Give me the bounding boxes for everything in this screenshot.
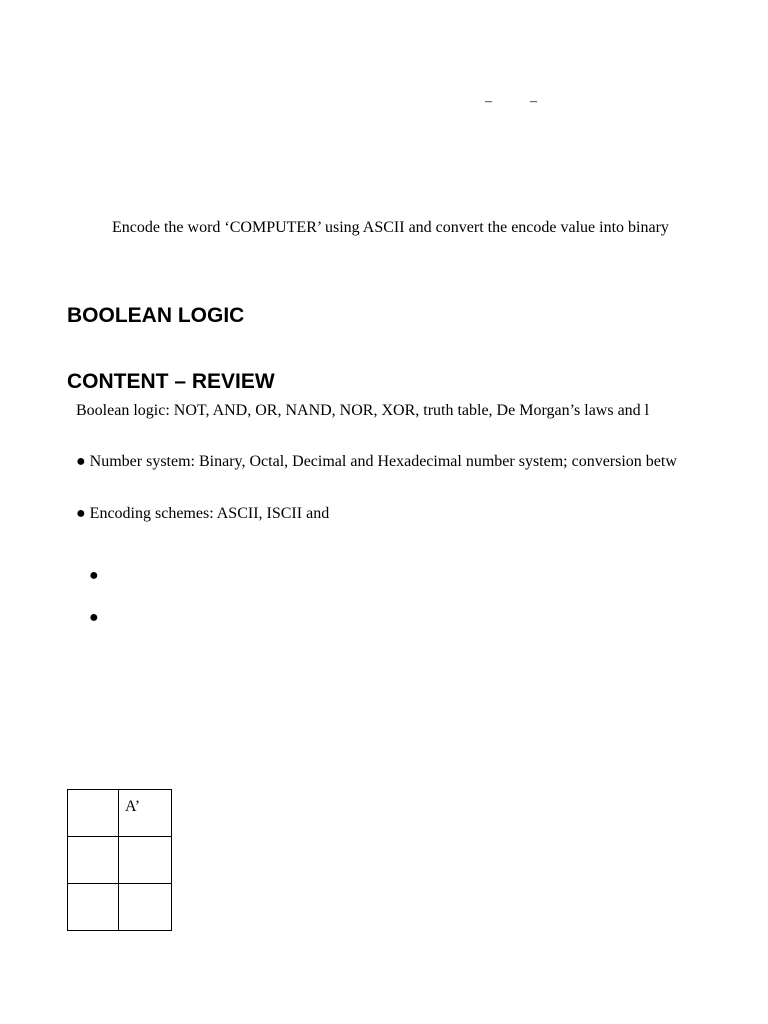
table-row [68, 790, 172, 837]
empty-bullet: ● [89, 567, 99, 584]
table-row [68, 837, 172, 884]
content-line-encoding-schemes: ● Encoding schemes: ASCII, ISCII and [76, 505, 330, 522]
encode-question: Encode the word ‘COMPUTER’ using ASCII and convert the encode value into binary [112, 219, 669, 236]
table-cell [68, 837, 119, 884]
table-cell [119, 884, 172, 931]
dash-right: – [530, 94, 537, 109]
content-review-heading: CONTENT – REVIEW [67, 370, 275, 393]
table-row [68, 884, 172, 931]
boolean-logic-heading: BOOLEAN LOGIC [67, 304, 245, 327]
content-line-boolean-logic: Boolean logic: NOT, AND, OR, NAND, NOR, XOR, truth table, De Morgan’s laws and l [76, 402, 650, 419]
table-cell [68, 884, 119, 931]
empty-bullet: ● [89, 609, 99, 626]
table-cell: A’ [119, 790, 172, 837]
kmap-table [67, 789, 172, 931]
content-line-number-system: ● Number system: Binary, Octal, Decimal and Hexadecimal number system; conversion betw [76, 453, 677, 470]
table-cell [68, 790, 119, 837]
table-cell [119, 837, 172, 884]
dash-left: – [485, 94, 492, 109]
